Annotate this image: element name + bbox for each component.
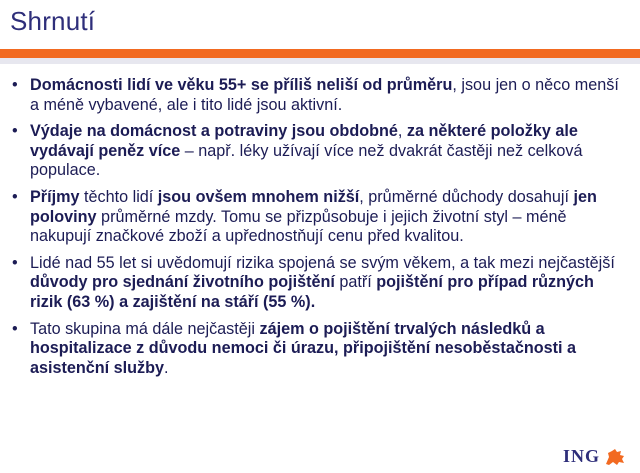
bullet-marker: • <box>12 187 18 206</box>
bold-text: zájem o pojištění trvalých následků a hospitalizace z důvodu nemoci či úrazu, připojištění nesoběstačnosti a asistenční služby <box>30 319 576 377</box>
bold-text: za některé položky ale vydávají peněz více <box>30 122 578 160</box>
text-run: , jsou jen o něco menší a méně vybavené, ale i tito lidé jsou aktivní. <box>30 76 619 114</box>
bold-text: Příjmy <box>30 187 80 206</box>
summary-bullet-list <box>12 76 630 385</box>
bullet-marker: • <box>12 253 18 272</box>
text-run: , <box>397 122 407 141</box>
bold-text: pojištění pro případ různých rizik (63 %) a zajištění na stáří (55 %). <box>30 273 594 311</box>
text-run: Tato skupina má dále nejčastěji <box>30 319 260 338</box>
logo-text: ING <box>562 446 600 466</box>
text-run: průměrné mzdy. Tomu se přizpůsobuje i jejich životní styl – méně nakupují značkové zboží a upřednostňují cenu před kvalitou. <box>30 207 567 246</box>
bold-text: jsou ovšem mnohem nižší <box>157 187 360 206</box>
bold-text: jen poloviny <box>30 187 597 226</box>
grey-divider <box>0 58 640 64</box>
bold-text: důvody pro sjednání životního pojištění <box>30 273 335 292</box>
bullet-item <box>12 122 630 181</box>
text-run: patří <box>334 273 377 292</box>
ing-logo <box>563 446 626 467</box>
bullet-item <box>12 76 630 115</box>
bold-text: Výdaje na domácnost a potraviny jsou obdobné <box>30 122 398 141</box>
lion-icon <box>604 448 626 466</box>
bold-text: Domácnosti lidí ve věku 55+ se příliš neliší od průměru <box>30 76 453 94</box>
bullet-item <box>12 320 630 379</box>
text-run: . <box>164 358 169 377</box>
text-run: , průměrné důchody dosahují <box>359 187 574 206</box>
bullet-item <box>12 188 630 247</box>
bullet-marker: • <box>12 319 18 338</box>
text-run: – např. léky užívají více než dvakrát častěji než celková populace. <box>30 141 583 180</box>
bullet-item <box>12 254 630 313</box>
text-run: Lidé nad 55 let si uvědomují rizika spojená se svým věkem, a tak mezi nejčastější <box>30 253 615 272</box>
bullet-marker: • <box>12 76 18 94</box>
text-run: těchto lidí <box>79 187 158 206</box>
orange-divider <box>0 49 640 58</box>
bullet-marker: • <box>12 122 18 141</box>
page-title: Shrnutí <box>10 6 96 36</box>
